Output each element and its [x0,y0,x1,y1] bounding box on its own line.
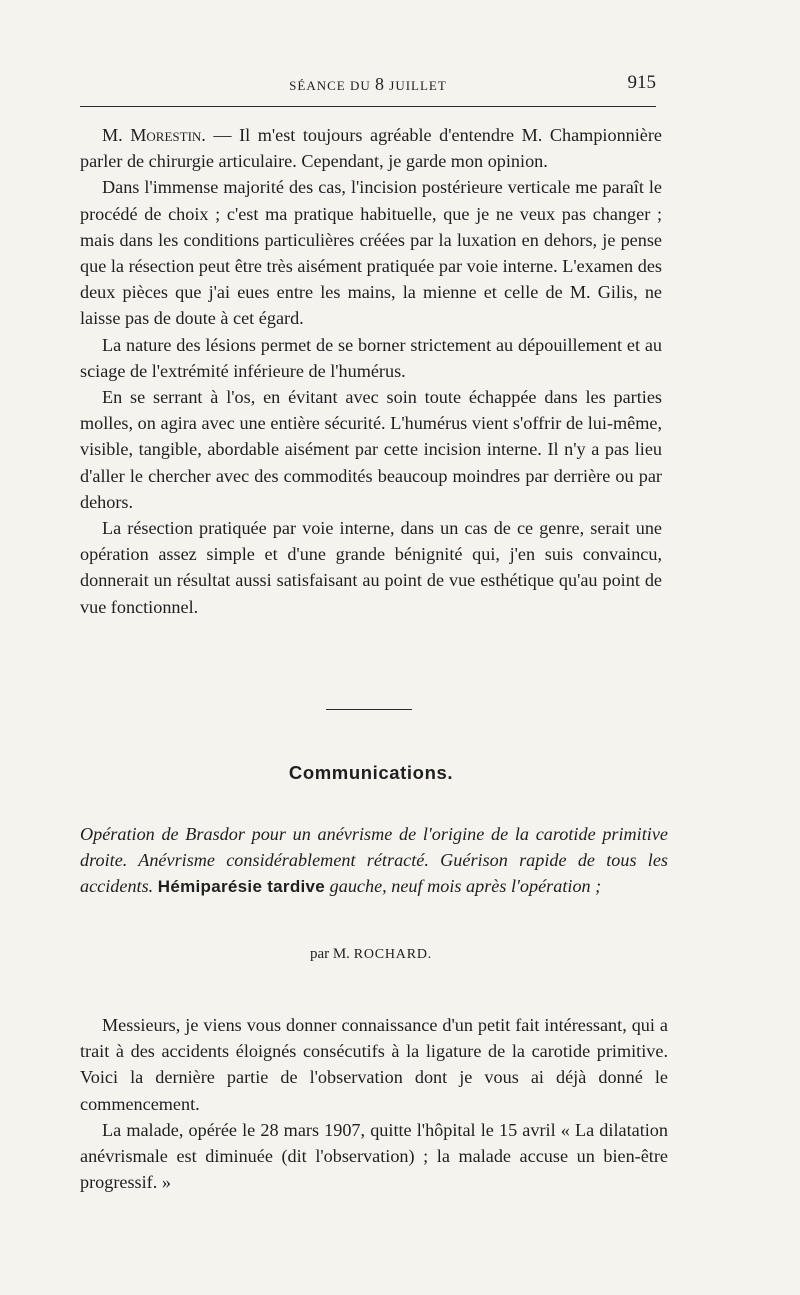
paragraph: La résection pratiquée par voie interne, dans un cas de ce genre, serait une opération assez simple et d'une grande bénignité qui, j'en suis convaincu, donnerait un résultat aussi satisfaisant au point de vue esthétique qu'au point de vue fonctionnel. [80,518,662,617]
section-title: Communications. [288,762,454,783]
paragraph: La malade, opérée le 28 mars 1907, quitte l'hôpital le 15 avril « La dilatation anévrismale est diminuée (dit l'observation) ; la malade accuse un bien-être progressif. » [80,1119,668,1193]
paragraph: La nature des lésions permet de se borner strictement au dépouillement et au sciage de l'extrémité inférieure de l'humérus. [80,334,662,381]
communication-text [80,1012,668,1195]
running-title-post: JUILLET [385,78,447,93]
author-name: ROCHARD. [353,947,433,962]
header-rule [80,106,656,107]
speaker-name: M. Morestin. [102,125,206,145]
communication-title [80,821,668,901]
paragraph-text: — Il m'est toujours agréable d'entendre M. Championnière parler de chirurgie articulaire. Cependant, je garde mon opinion. [80,125,663,172]
paragraph: Dans l'immense majorité des cas, l'incision postérieure verticale me paraît le procédé de choix ; c'est ma pratique habituelle, que je ne veux pas changer ; mais dans les conditions particulières créées par la luxation en dehors, je pense que la résection peut être très aisément pratiquée par voie interne. L'examen des deux pièces que j'ai eues entre les mains, la mienne et celle de M. Gilis, ne laisse pas de doute à cet égard. [80,177,662,329]
communication-title-part1: Opération de Brasdor pour un anévrisme de l'origine de la carotide primitive droite. Anévrisme considérablement rétracté. Guérison rapide de tous les accidents. [80,824,668,897]
paragraph [80,122,662,174]
discussion-text [80,122,662,620]
communication-title-part2: gauche, neuf mois après l'opération ; [325,876,602,897]
paragraph: En se serrant à l'os, en évitant avec soin toute échappée dans les parties molles, on agira avec une entière sécurité. L'humérus vient s'offrir de lui-même, visible, tangible, abordable aisément par cette incision interne. Il n'y a pas lieu d'aller le chercher avec des commodités beaucoup moindres par derrière ou par dehors. [80,387,662,512]
running-title-num: 8 [375,74,386,94]
author-line [80,946,662,963]
author-prefix: par M. [309,946,354,962]
paragraph: Messieurs, je viens vous donner connaissance d'un petit fait intéressant, qui a trait à des accidents éloignés consécutifs à la ligature de la carotide primitive. Voici la dernière partie de l'observation dont je vous ai déjà donné le commencement. [80,1015,668,1114]
communication-title-bold: Hémiparésie tardive [157,877,326,897]
running-head [80,70,656,98]
running-title-pre: SÉANCE DU [289,78,376,93]
running-title [80,74,656,95]
separator-rule [326,709,412,710]
page-number: 915 [627,72,656,93]
